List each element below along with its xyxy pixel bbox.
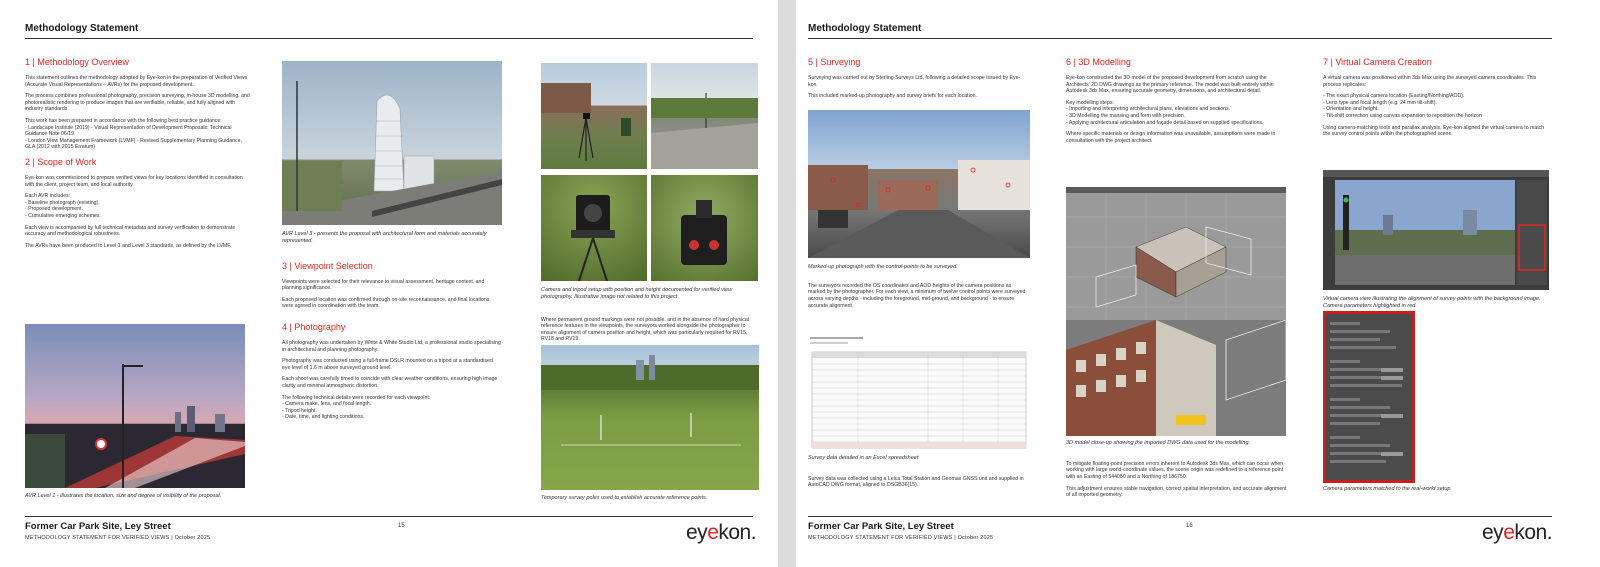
3ds-max-viewport [1066,187,1286,332]
column-5 [808,57,1030,105]
footer-title: Former Car Park Site, Ley Street [808,521,954,532]
3d-model-closeup [1066,320,1286,436]
paragraph: Surveying was carried out by Sterling Surveys Ltd, following a detailed scope issued by Eye-kon. [808,75,1021,88]
footer-subtitle: METHODOLOGY STATEMENT FOR VERIFIED VIEWS | October 2025 [808,535,994,541]
paragraph: This adjustment ensures stable navigation, correct spatial interpretation, and accurate alignment of all imported geometry. [1066,485,1287,499]
marked-up-caption: Marked-up photograph with the control-points to be surveyed. [808,264,958,270]
survey-poles-image [541,345,759,490]
section-heading-virtual-camera: 7 | Virtual Camera Creation [1323,57,1432,67]
paragraph: Survey data was collected using a Leica Total Station and Geomax GNSS unit and supplied in AutoCAD DWG format, aligned to OSGB36(15). [808,475,1024,489]
virtual-camera-caption: Virtual camera view illustrating the alignment of survey points with the background image. Camera parameters highlighted in red. [1323,296,1541,309]
avr-list: - Baseline photograph (existing). - Proposed development. - Cumulative emerging schemes. [25,199,101,219]
tripod-photo-3 [541,175,647,281]
logo-text: kon. [718,521,757,544]
3d-model-screenshot [1066,187,1286,332]
eyekon-logo [686,521,756,545]
night-road-photo [25,324,245,488]
header-rule [25,38,753,39]
column-1 [25,57,251,254]
column-5b [808,261,1030,314]
avr-level-1-caption-wrap [25,490,251,506]
paragraph: This statement outlines the methodology adopted by Eye-kon in the preparation of Verified Views (Accurate Visual Representations – AVRs) for the proposed development. [25,75,248,88]
paragraph: Key modelling steps: [1066,99,1114,106]
tripod-caption: Camera and tripod setup with position and height documented for verified view photography. Illustrative image not related to this project [541,287,733,300]
tripod-photo-2 [651,63,758,169]
survey-poles-caption-wrap [541,492,759,508]
camera-closeup [541,175,647,281]
marked-up-photo [808,110,1030,258]
technical-details-list: - Camera make, lens, and focal length. - Tripod height. - Date, time, and lighting conditions. [282,401,372,421]
column-7 [1323,57,1549,143]
column-6 [1066,57,1288,149]
tripod-head-closeup [651,175,758,281]
paragraph: To mitigate floating-point precision errors inherent to Autodesk 3ds Max, which can occur when working with large world-coordinate values, the scene origin was redefined to a reference point with an Easting of 544050 and a Northing of 186750. [1066,460,1284,480]
column-2 [282,228,502,426]
page-number: 16 [1186,523,1193,529]
page-header-title: Methodology Statement [808,23,922,34]
paragraph: Each shoot was carefully timed to coincide with clear weather conditions, ensuring high image clarity and minimal atmospheric distortion. [282,376,498,389]
page-header-title: Methodology Statement [25,23,139,34]
paragraph: The process combines professional photography, precision surveying, in-house 3D modelling, and photorealistic rendering to produce images that are verifiable, reliable, and fully aligned with industry standards. [25,93,250,113]
guidance-list: - Landscape Institute (2019) - Visual Representation of Development Proposals: Technical Guidance Note 06/19 - London View Management Framework (LVMF) - Revised Supplementary Planning Guidance, GLA (2012 with 2015 Erratum) [25,124,242,151]
paragraph: Each AVR includes: [25,193,71,200]
section-heading-viewpoint: 3 | Viewpoint Selection [282,260,373,271]
virtual-camera-view [1323,170,1549,290]
parameters-panel-graphic [1326,314,1412,480]
logo-text: ey [1482,521,1504,544]
footer-subtitle: METHODOLOGY STATEMENT FOR VERIFIED VIEWS | October 2025 [25,535,211,541]
3d-closeup-caption: 3D model close-up showing the imported DWG data used for the modelling. [1066,440,1251,446]
paragraph: Photography was conducted using a full-frame DSLR mounted on a tripod at a standardised eye level of 1.6 m above surveyed ground level. [282,358,493,371]
paragraph: Where specific materials or design information was unavailable, assumptions were made in consultation with the project architect. [1066,131,1276,144]
paragraph: Using camera-matching tools and parallax analysis, Eye-kon aligned the virtual camera to match the survey control points within the photographed scene. [1323,124,1545,138]
page-number: 15 [398,523,405,529]
logo-accent: e [1503,521,1515,544]
eyekon-logo [1482,521,1552,545]
tripod-photo-1 [541,63,647,169]
avr-level-1-image [25,324,245,488]
avr-level-3-image [282,61,502,225]
column-7c [1323,483,1549,499]
paragraph: The AVRs have been produced to Level 1 and Level 3 standards, as defined by the LVMF. [25,242,232,249]
camera-match-viewport [1323,170,1549,290]
page-left [0,0,778,567]
section-heading-scope: 2 | Scope of Work [25,156,97,167]
paragraph: Each view is accompanied by full technical metadata and survey verification to demonstrate accuracy and methodological robustness. [25,224,236,238]
tripod-street-scene [541,63,647,169]
logo-text: ey [686,521,708,544]
section-heading-surveying: 5 | Surveying [808,57,861,67]
paragraph: Each proposed location was confirmed through on-site reconnaissance, and final locations were agreed in coordination with the team. [282,296,490,310]
page-right [796,0,1600,567]
spreadsheet-graphic [808,334,1030,450]
camera-replication-list: - The exact physical camera location (Easting/Northing/AOD). - Lens type and focal length (e.g. 24 mm tilt-shift). - Orientation and height. - Tilt-shift correction using canvas expansion to reposition the horizon [1323,93,1482,119]
section-heading-3d-modelling: 6 | 3D Modelling [1066,57,1131,67]
paragraph: The following technical details were recorded for each viewpoint: [282,394,431,401]
paragraph: This work has been prepared in accordance with the following best practice guidance: [25,117,222,124]
field-scene [541,345,759,490]
header-rule [808,38,1552,39]
paragraph: Eye-kon was commissioned to prepare verified views for key locations identified in consultation with the client, project team, and local authority [25,174,243,188]
logo-accent: e [707,521,719,544]
modelling-steps-list: - Importing and interpreting architectural plans, elevations and sections. - 3D Modelling the massing and form with precision. - Applying architectural articulation and façade detail based on supplied specifications. [1066,106,1264,126]
avr-level-3-caption: AVR Level 3 - presents the proposal with architectural form and materials accurately represented. [282,231,487,244]
section-heading-methodology: 1 | Methodology Overview [25,57,129,67]
footer-rule [25,516,753,517]
paragraph: Where permanent ground markings were not possible, and in the absence of hard physical reference features in the viewpoints, the surveyors worked alongside the photographer to ensure alignment of camera position and height, which was particularly required for RV15, RV18 and RV19. [541,316,749,343]
survey-spreadsheet-image [808,334,1030,450]
3d-closeup-viewport [1066,320,1286,436]
column-6c [1066,437,1288,504]
column-3 [541,284,759,348]
paragraph: All photography was undertaken by White & White Studio Ltd, a professional studio specialising in architectural and planning photography. [282,339,501,353]
camera-parameters-caption: Camera parameters matched to the real-world setup. [1323,486,1453,492]
paragraph: A virtual camera was positioned within 3ds Max using the surveyed camera coordinates. This process replicates: [1323,75,1537,88]
survey-pole-scene [651,63,758,169]
tower-render-photo [282,61,502,225]
section-heading-photography: 4 | Photography [282,321,346,332]
footer-rule [808,516,1552,517]
street-controlpoints [808,110,1030,258]
survey-poles-caption: Temporary survey poles used to establish accurate reference points. [541,495,708,501]
paragraph: This included marked-up photography and survey briefs for each location. [808,93,977,100]
paragraph: Viewpoints were selected for their relevance to visual assessment, heritage context, and planning significance. [282,278,485,292]
spreadsheet-caption: Survey data detailed in an Excel spreadsheet [808,455,919,461]
paragraph: The surveyors recorded the OS coordinates and AOD heights of the camera positions as marked by the photographer. For each view, a minimum of twelve control points were surveyed across varying depths - including the foreground, mid-ground, and background - to ensure accurate alignment. [808,282,1026,309]
avr-level-1-caption: AVR Level 1 - illustrates the location, size and degree of visibility of the proposal. [25,493,222,499]
tripod-photo-4 [651,175,758,281]
paragraph: Eye-kon constructed the 3D model of the proposed development from scratch using the Architects' 2D DWG drawings as the primary reference. The model was built entirely within Autodesk 3ds Max, ensuring accurate geometry, dimensions, and architectural detail. [1066,75,1274,95]
column-5c [808,452,1030,494]
camera-parameters-panel [1323,311,1415,483]
logo-text: kon. [1514,521,1553,544]
footer-title: Former Car Park Site, Ley Street [25,521,171,532]
